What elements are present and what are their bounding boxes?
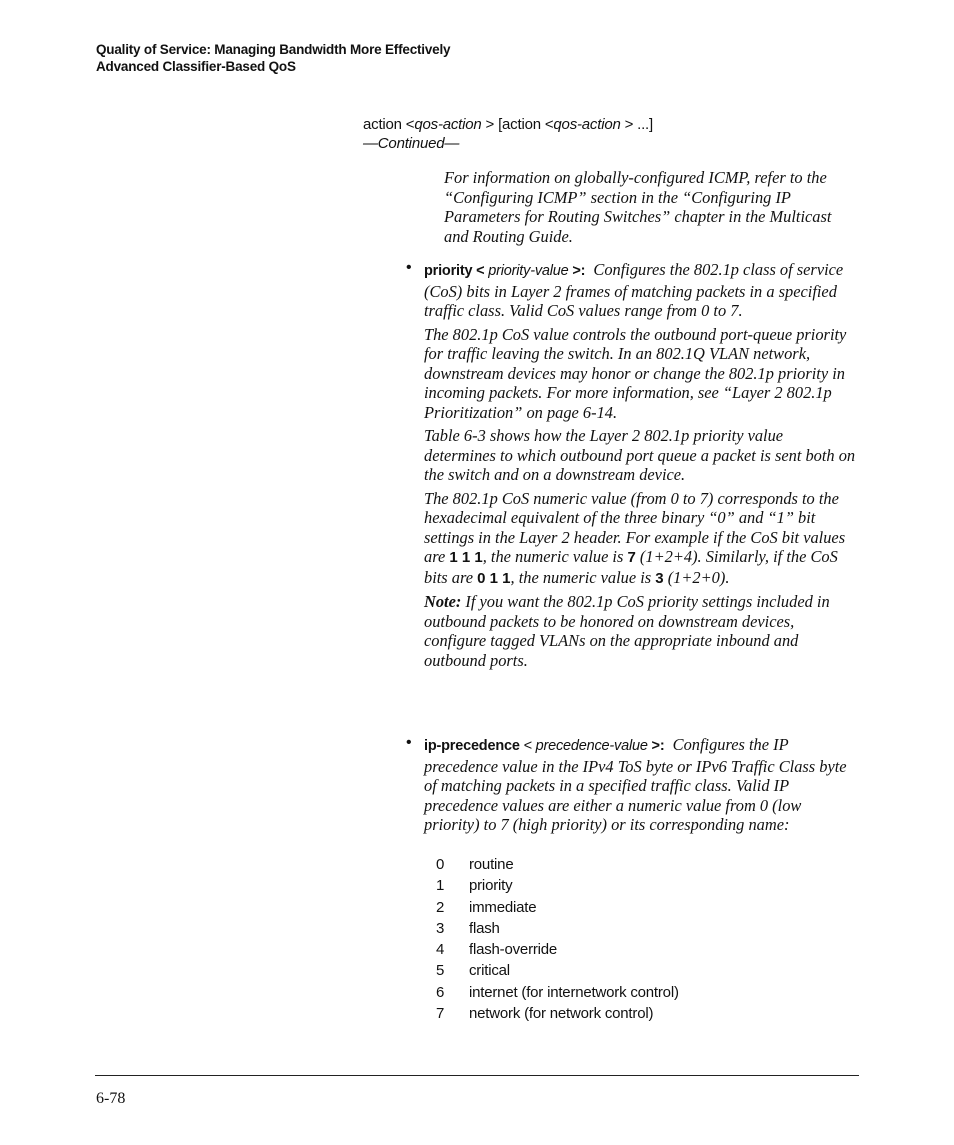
priority-note: Note: If you want the 802.1p CoS priority settings included in outbound packets to be honored on downstream devices, configure tagged VLANs on the appropriate inbound and outbound ports. <box>424 592 830 670</box>
list-item: 4 flash-override <box>436 941 558 959</box>
running-header <box>96 41 450 75</box>
header-chapter-title: Quality of Service: Managing Bandwidth More Effectively <box>96 42 451 57</box>
ip-precedence-description: ip-precedence < precedence-value >: Configures the IP precedence value in the IPv4 ToS byte or IPv6 Traffic Class byte of matching packets in a specified traffic class. Valid IP precedence values are either a numeric value from 0 (low priority) to 7 (high priority) or its corresponding name: <box>424 735 847 834</box>
syntax-param: qos-action <box>553 116 621 133</box>
priority-paragraph-2: The 802.1p CoS value controls the outbound port-queue priority for traffic leaving the switch. In an 802.1Q VLAN network, downstream devices may honor or change the 802.1p priority in incoming packets. For more information, see “Layer 2 802.1p Prioritization” on page 6-14. <box>424 324 847 422</box>
syntax-text: action < <box>363 116 415 133</box>
syntax-param: qos-action <box>414 116 482 133</box>
icmp-note: For information on globally-configured ICMP, refer to the “Configuring ICMP” section in the “Configuring IP Parameters for Routing Switches” chapter in the Multicast and Routing Guide. <box>444 168 832 246</box>
list-item: 2 immediate <box>436 898 537 916</box>
list-item: 0 routine <box>436 856 514 873</box>
priority-paragraph-4: The 802.1p CoS numeric value (from 0 to 7) corresponds to the hexadecimal equivalent of the three binary “0” and “1” bit settings in the Layer 2 header. For example if the CoS bit values are 1 1 1, the numeric value is 7 (1+2+4). Similarly, if the CoS bits are 0 1 1, the numeric value is 3 (1+2+0). <box>424 488 846 587</box>
precedence-value-param: < precedence-value <box>519 738 648 754</box>
list-item: 5 critical <box>436 962 510 980</box>
ip-precedence-option <box>424 735 856 839</box>
bullet-marker: • <box>406 734 412 751</box>
list-item: 3 flash <box>436 919 500 937</box>
priority-paragraph-3: Table 6-3 shows how the Layer 2 802.1p priority value determines to which outbound port queue a packet is sent both on the switch and on a downstream device. <box>424 426 856 484</box>
priority-option <box>424 260 856 674</box>
list-item: 6 internet (for internetwork control) <box>436 983 679 1001</box>
list-item: 7 network (for network control) <box>436 1005 654 1023</box>
priority-description: priority < priority-value >: Configures the 802.1p class of service (CoS) bits in Layer 2 frames of matching packets in a specified traffic class. Valid CoS values range from 0 to 7. <box>424 260 844 320</box>
priority-keyword: priority < <box>424 263 485 279</box>
ip-precedence-keyword: ip-precedence <box>424 738 520 754</box>
syntax-line <box>363 115 653 134</box>
command-syntax <box>363 115 653 153</box>
bullet-marker: • <box>406 259 412 276</box>
precedence-values-list <box>436 854 679 1024</box>
header-section-title: Advanced Classifier-Based QoS <box>96 59 296 74</box>
note-label: Note: <box>424 592 462 611</box>
continued-label: —Continued— <box>363 135 460 152</box>
syntax-text: > ...] <box>620 116 653 133</box>
priority-value-param: priority-value <box>484 263 569 279</box>
syntax-text: > [action < <box>481 116 554 133</box>
footer-divider <box>95 1075 859 1076</box>
page-number: 6-78 <box>96 1090 126 1107</box>
list-item: 1 priority <box>436 877 513 895</box>
